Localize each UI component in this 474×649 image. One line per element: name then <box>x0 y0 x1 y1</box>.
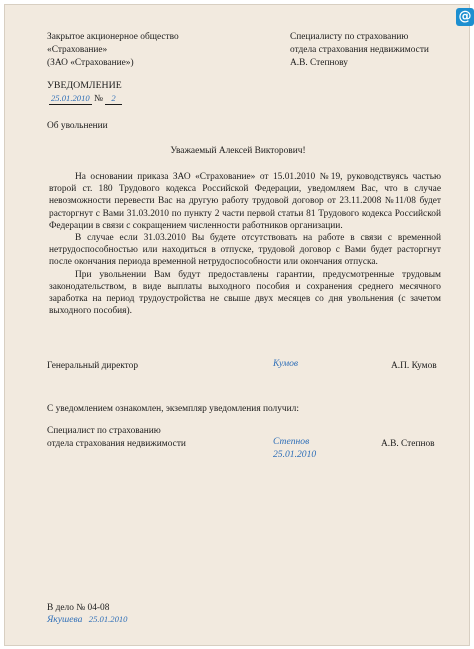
filing-signature: Якушева <box>47 614 83 625</box>
salutation: Уважаемый Алексей Викторович! <box>170 146 306 156</box>
director-signature: Кумов <box>273 358 299 369</box>
body-paragraph-1: На основании приказа ЗАО «Страхование» от 15.01.2010 №19, руководствуясь частью второй ст. 180 Трудового кодекса Российской Федерации, уведомляем Вас, что в случае невозможности перевести Вас на другую работу трудовой договор от 23.11.2008 №11/08 будет расторгнут с Вами 31.03.2010 по пункту 2 части первой статьи 81 Трудового кодекса Российской Федерации в связи с сокращением численности работников организации. <box>49 172 441 231</box>
notice-number: 2 <box>105 93 121 105</box>
acknowledgement-text: С уведомлением ознакомлен, экземпляр уведомления получил: <box>47 404 299 414</box>
notice-date-number <box>49 93 122 105</box>
recipient-line-3: А.В. Степнову <box>290 58 348 68</box>
filing-date: 25.01.2010 <box>88 614 128 624</box>
employee-name: А.В. Степнов <box>381 439 435 449</box>
filing-note: В дело № 04-08 <box>47 603 110 613</box>
employee-signature: Степнов <box>273 436 310 447</box>
recipient-line-1: Специалисту по страхованию <box>290 32 409 42</box>
body-paragraph-3: При увольнении Вам будут предоставлены гарантии, предусмотренные трудовым законодательством, в виде выплаты выходного пособия и сохранения среднего месячного заработка на период трудоустройства не свыше двух месяцев со дня увольнения (с зачетом выходного пособия). <box>49 269 441 317</box>
notice-title: УВЕДОМЛЕНИЕ <box>47 80 122 91</box>
sender-line-1: Закрытое акционерное общество <box>47 32 179 42</box>
employee-position-line-2: отдела страхования недвижимости <box>47 439 186 449</box>
sender-line-2: «Страхование» <box>47 45 108 55</box>
filing-signature-row <box>47 614 127 626</box>
subject-line: Об увольнении <box>47 121 108 131</box>
app-logo-icon[interactable]: @ <box>456 8 474 26</box>
notice-number-label: № <box>94 94 103 104</box>
director-name: А.П. Кумов <box>391 361 437 371</box>
sender-line-3: (ЗАО «Страхование») <box>47 58 134 68</box>
notice-body <box>49 171 441 317</box>
director-position: Генеральный директор <box>47 361 139 371</box>
notice-date: 25.01.2010 <box>49 93 92 105</box>
employee-signature-date: 25.01.2010 <box>273 449 317 460</box>
recipient-line-2: отдела страхования недвижимости <box>290 45 429 55</box>
body-paragraph-2: В случае если 31.03.2010 Вы будете отсутствовать на работе в связи с временной нетрудоспособностью или находиться в отпуске, трудовой договор с Вами будет расторгнут после окончания периода временной нетрудоспособности или окончания отпуска. <box>49 233 441 268</box>
employee-position-line-1: Специалист по страхованию <box>47 426 161 436</box>
document-page <box>4 4 470 646</box>
